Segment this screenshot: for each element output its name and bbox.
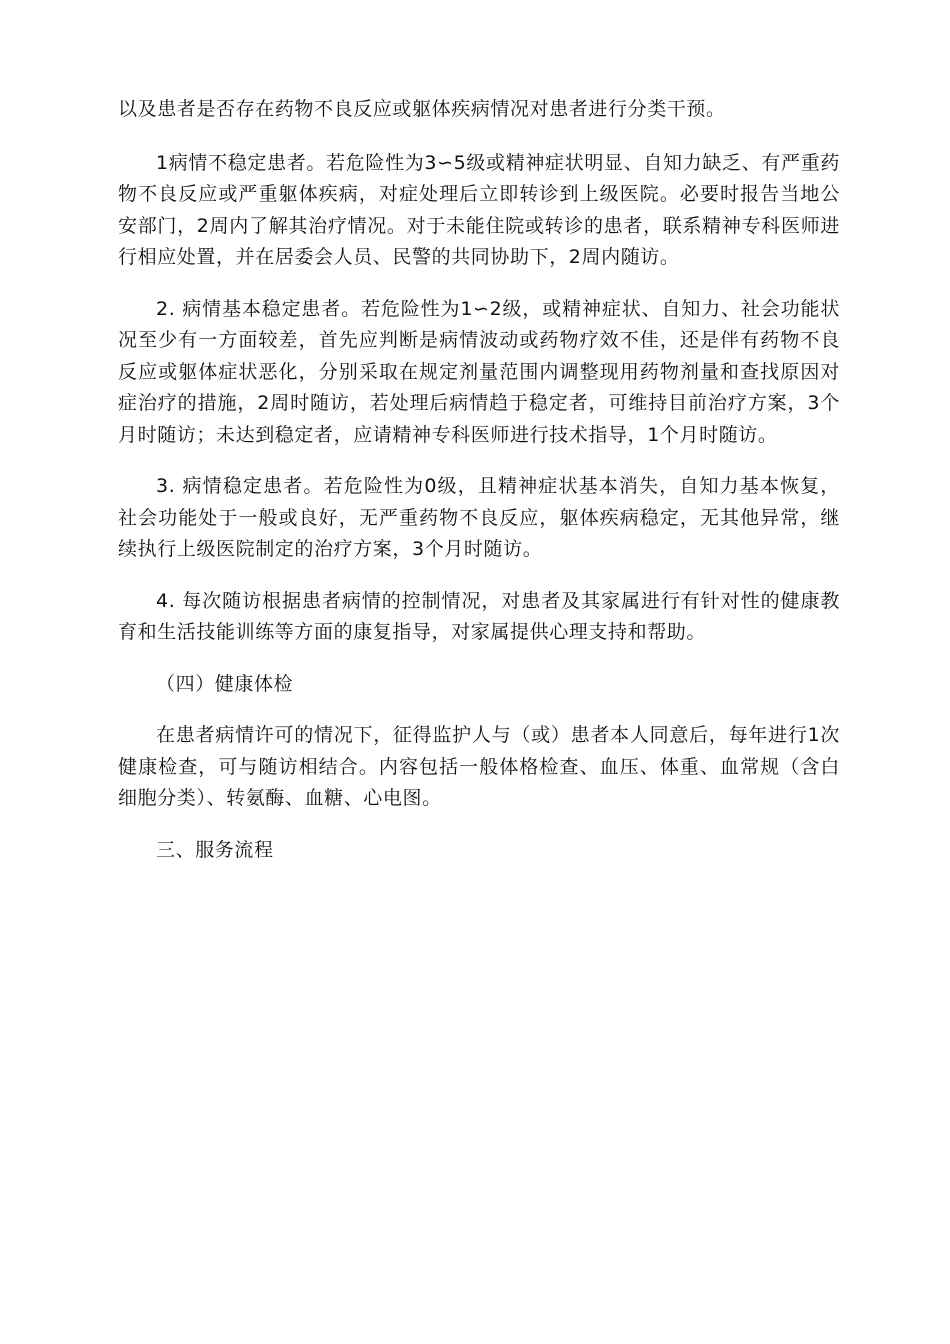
section-heading-health-checkup: （四）健康体检 — [156, 672, 294, 695]
section-heading-service-flow: 三、服务流程 — [156, 838, 274, 861]
paragraph-stable-patients: 3. 病情稳定患者。若危险性为0级，且精神症状基本消失，自知力基本恢复，社会功能处于一般或良好，无严重药物不良反应，躯体疾病稳定，无其他异常，继续执行上级医院制定的治疗方案，3个月时随访。 — [118, 475, 840, 560]
paragraph-intro-continuation: 以及患者是否存在药物不良反应或躯体疾病情况对患者进行分类干预。 — [118, 98, 726, 120]
document-body — [118, 94, 840, 886]
paragraph-basically-stable-patients: 2. 病情基本稳定患者。若危险性为1∽2级，或精神症状、自知力、社会功能状况至少有一方面较差，首先应判断是病情波动或药物疗效不佳，还是伴有药物不良反应或躯体症状恶化，分别采取在规定剂量范围内调整现用药物剂量和查找原因对症治疗的措施，2周时随访，若处理后病情趋于稳定者，可维持目前治疗方案，3个月时随访；未达到稳定者，应请精神专科医师进行技术指导，1个月时随访。 — [118, 297, 840, 446]
paragraph-unstable-patients: 1病情不稳定患者。若危险性为3∽5级或精神症状明显、自知力缺乏、有严重药物不良反应或严重躯体疾病，对症处理后立即转诊到上级医院。必要时报告当地公安部门，2周内了解其治疗情况。对于未能住院或转诊的患者，联系精神专科医师进行相应处置，并在居委会人员、民警的共同协助下，2周内随访。 — [118, 151, 840, 268]
paragraph-followup-guidance: 4. 每次随访根据患者病情的控制情况，对患者及其家属进行有针对性的健康教育和生活技能训练等方面的康复指导，对家属提供心理支持和帮助。 — [118, 589, 840, 643]
paragraph-health-checkup: 在患者病情许可的情况下，征得监护人与（或）患者本人同意后，每年进行1次健康检查，可与随访相结合。内容包括一般体格检查、血压、体重、血常规（含白细胞分类）、转氨酶、血糖、心电图。 — [118, 724, 840, 809]
